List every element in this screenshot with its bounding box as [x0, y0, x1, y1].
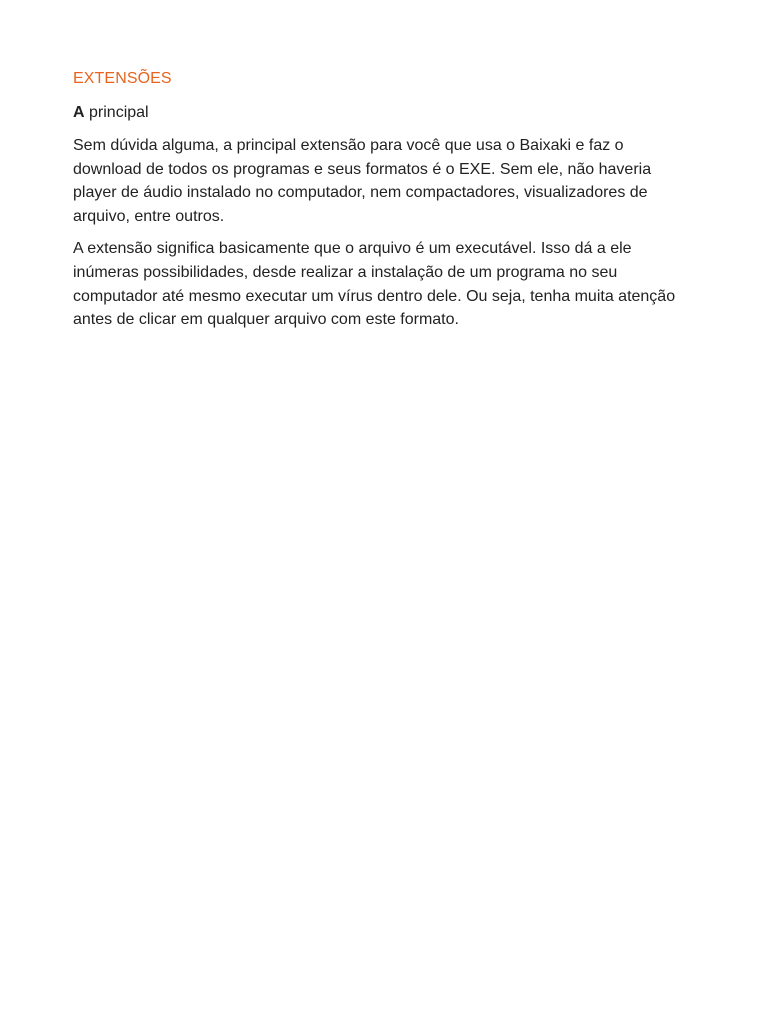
subheading — [73, 102, 688, 124]
paragraph-exe-intro: Sem dúvida alguma, a principal extensão para você que usa o Baixaki e faz o download de todos os programas e seus formatos é o EXE. Sem ele, não haveria player de áudio instalado no computador, nem compactadores, visualizadores de arquivo, entre outros. — [73, 137, 652, 225]
subheading-bold-letter: A — [73, 104, 85, 121]
subheading-text: principal — [89, 104, 149, 121]
section-heading: EXTENSÕES — [73, 70, 172, 87]
paragraph-exe-meaning: A extensão significa basicamente que o arquivo é um executável. Isso dá a ele inúmeras possibilidades, desde realizar a instalação de um programa no seu computador até mesmo executar um vírus dentro dele. Ou seja, tenha muita atenção antes de clicar em qualquer arquivo com este formato. — [73, 240, 676, 329]
